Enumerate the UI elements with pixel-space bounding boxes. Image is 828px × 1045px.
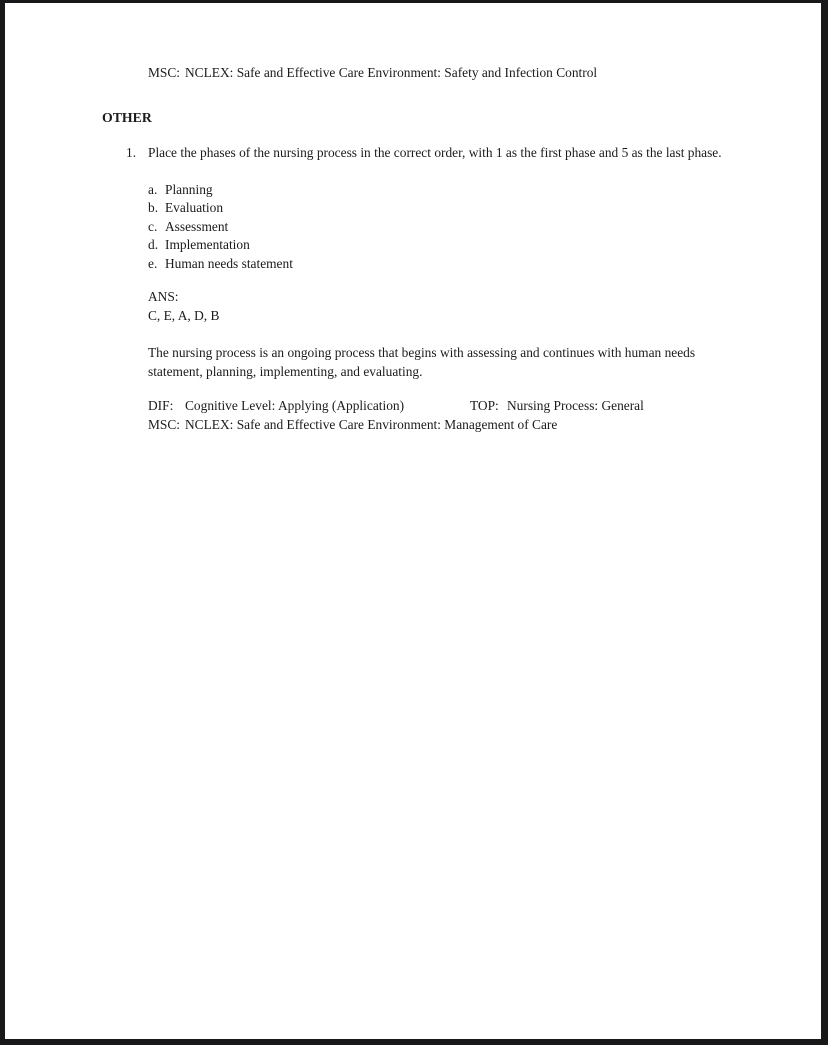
option-b <box>148 199 821 218</box>
question-meta-block <box>148 397 748 434</box>
question-number: 1. <box>126 145 137 160</box>
option-e-letter: e. <box>148 255 158 271</box>
option-c-text: Assessment <box>165 218 229 234</box>
option-b-text: Evaluation <box>165 200 224 215</box>
option-e <box>148 255 821 274</box>
answer-label: ANS: <box>148 289 179 304</box>
answer-value: C, E, A, D, B <box>148 307 220 323</box>
option-list <box>148 181 821 274</box>
option-a-letter: a. <box>148 181 158 197</box>
section-heading: OTHER <box>102 109 152 125</box>
question-1 <box>5 144 821 163</box>
dif-value: Cognitive Level: Applying (Application) <box>185 398 405 413</box>
answer-block <box>148 288 821 325</box>
msc-line <box>148 416 748 435</box>
document-page <box>5 3 821 1039</box>
msc-label: MSC: <box>148 65 181 80</box>
question-text: Place the phases of the nursing process in the correct order, with 1 as the first phase and 5 as the last phase. <box>148 145 722 160</box>
dif-label: DIF: <box>148 398 174 413</box>
option-d-text: Implementation <box>165 237 250 252</box>
option-e-text: Human needs statement <box>165 255 293 271</box>
option-d <box>148 236 821 255</box>
top-segment <box>470 397 644 416</box>
top-label: TOP: <box>470 398 499 413</box>
option-a <box>148 181 821 200</box>
option-c <box>148 218 821 237</box>
msc-value-2: NCLEX: Safe and Effective Care Environment: Management of Care <box>185 416 558 432</box>
rationale-text: The nursing process is an ongoing process that begins with assessing and continues with human needs statement, planning, implementing, and evaluating. <box>148 345 696 379</box>
option-c-letter: c. <box>148 218 158 234</box>
option-d-letter: d. <box>148 237 159 252</box>
dif-top-line <box>148 397 748 416</box>
msc-label-2: MSC: <box>148 416 181 432</box>
option-a-text: Planning <box>165 181 213 197</box>
msc-value: NCLEX: Safe and Effective Care Environment: Safety and Infection Control <box>185 65 598 80</box>
option-b-letter: b. <box>148 200 159 215</box>
top-value: Nursing Process: General <box>507 398 644 413</box>
previous-item-msc-line <box>148 64 821 83</box>
